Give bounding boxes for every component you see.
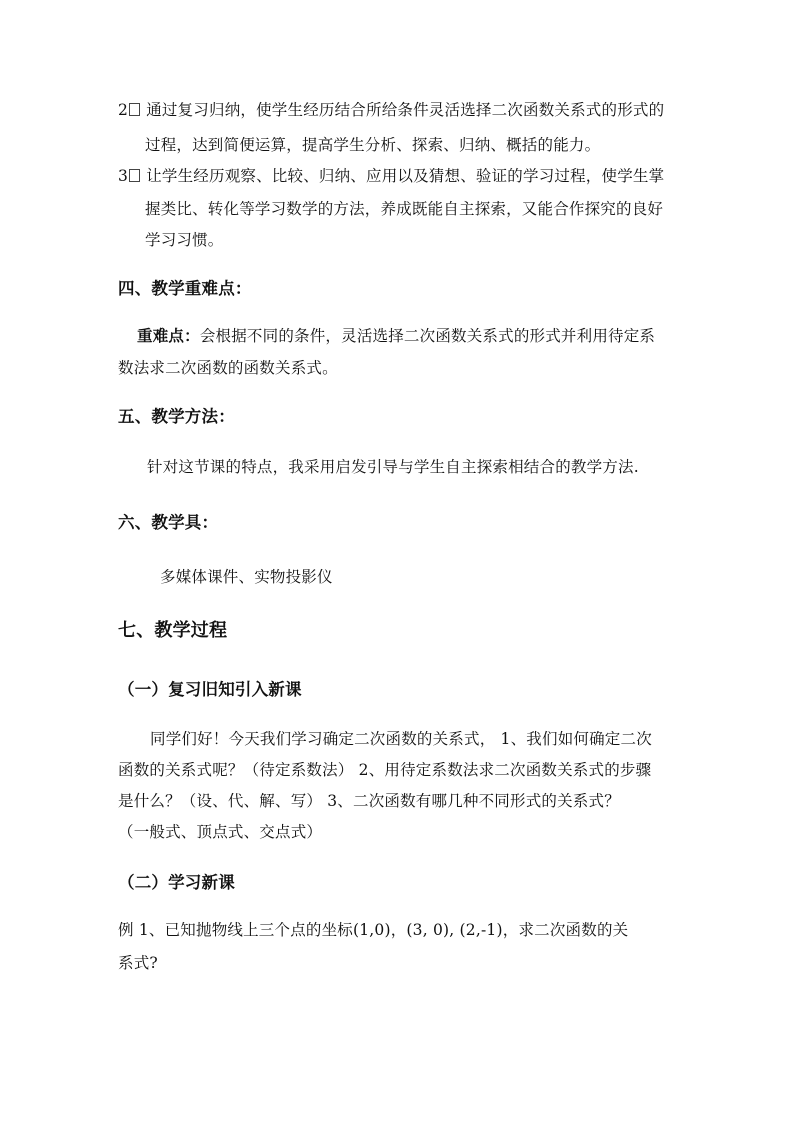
part-1-line-2: 函数的关系式呢？（待定系数法） 2、用待定系数法求二次函数关系式的步骤	[118, 761, 652, 779]
objective-3-text: 让学生经历观察、比较、归纳、应用以及猜想、验证的学习过程，使学生掌	[146, 167, 665, 185]
section-5-heading: 五、教学方法：	[118, 407, 235, 426]
section-7-heading: 七、教学过程	[118, 620, 228, 641]
objective-3-line-2: 握类比、转化等学习数学的方法，养成既能自主探索，又能合作探究的良好	[145, 200, 664, 218]
section-6-text: 多媒体课件、实物投影仪	[160, 568, 333, 586]
part-2-heading: （二）学习新课	[118, 873, 235, 892]
part-1-heading: （一）复习旧知引入新课	[118, 680, 302, 699]
section-6-heading: 六、教学具：	[118, 513, 219, 532]
missing-glyph-icon	[129, 103, 140, 116]
section-5-text: 针对这节课的特点，我采用启发引导与学生自主探索相结合的教学方法.	[147, 458, 639, 476]
example-1-line-2: 系式?	[118, 954, 158, 972]
key-point-text: 会根据不同的条件，灵活选择二次函数关系式的形式并利用待定系	[199, 327, 656, 345]
section-4-heading: 四、教学重难点：	[118, 279, 252, 298]
key-point-label: 重难点：	[137, 327, 200, 345]
key-point-line-1	[137, 326, 655, 346]
missing-glyph-icon	[129, 169, 140, 182]
part-1-line-4: （一般式、顶点式、交点式）	[118, 823, 323, 841]
example-1-line-1: 例 1、已知抛物线上三个点的坐标(1,0)，(3, 0), (2,-1)，求二次函数的关	[118, 921, 629, 939]
objective-2-text: 通过复习归纳，使学生经历结合所给条件灵活选择二次函数关系式的形式的	[146, 101, 665, 119]
objective-3-number: 3	[118, 167, 129, 185]
objective-2-number: 2	[118, 101, 129, 119]
objective-3-line-1	[118, 166, 664, 186]
objective-3-line-3: 学习习惯。	[145, 231, 224, 249]
part-1-line-1: 同学们好！今天我们学习确定二次函数的关系式， 1、我们如何确定二次	[150, 730, 652, 748]
objective-2-line-1	[118, 100, 664, 120]
key-point-line-2: 数法求二次函数的函数关系式。	[118, 359, 338, 377]
objective-2-line-2: 过程，达到简便运算，提高学生分析、探索、归纳、概括的能力。	[145, 136, 601, 154]
part-1-line-3: 是什么？（设、代、解、写） 3、二次函数有哪几种不同形式的关系式？	[118, 792, 620, 810]
